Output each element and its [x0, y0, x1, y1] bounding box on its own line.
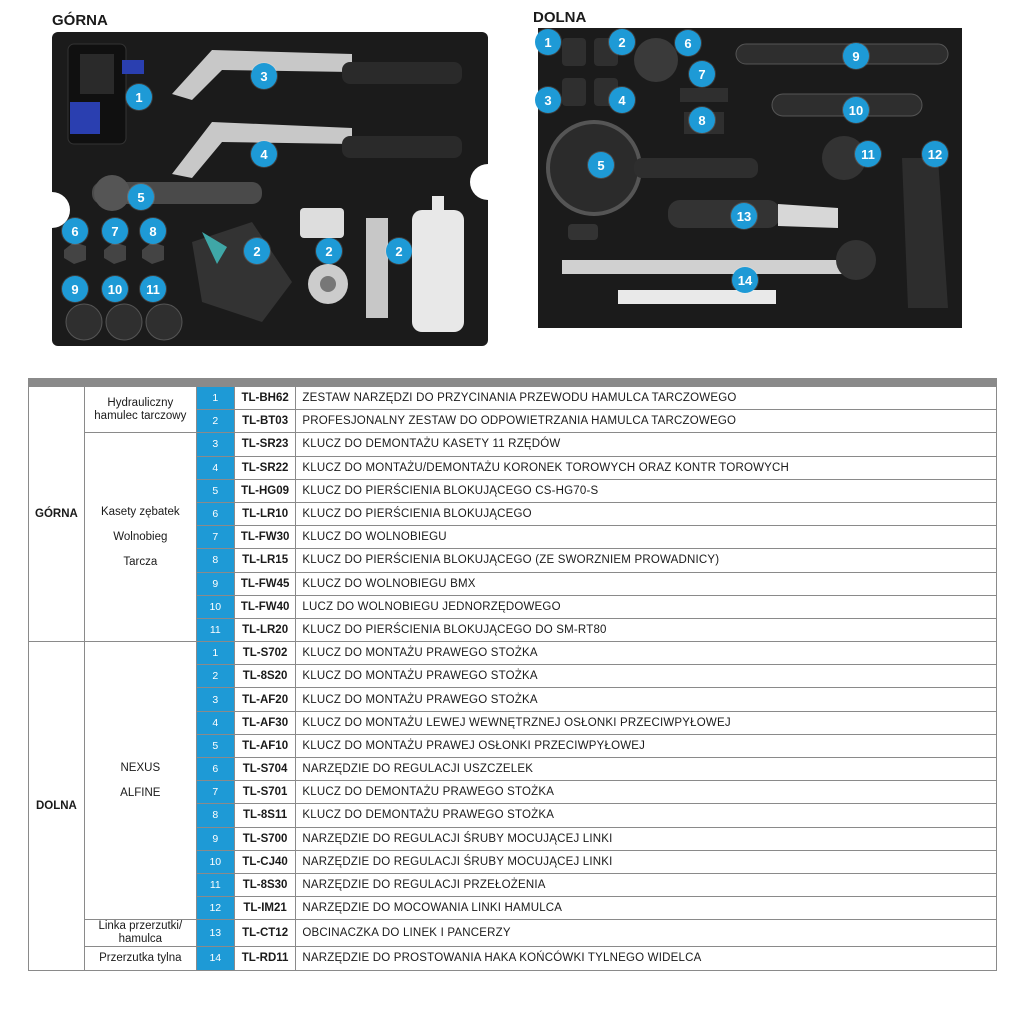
row-description: LUCZ DO WOLNOBIEGU JEDNORZĘDOWEGO [296, 595, 997, 618]
row-code: TL-S700 [234, 827, 296, 850]
table-row [29, 642, 997, 665]
row-code: TL-FW45 [234, 572, 296, 595]
row-code: TL-IM21 [234, 897, 296, 920]
row-description: KLUCZ DO MONTAŻU PRAWEGO STOŻKA [296, 665, 997, 688]
row-number: 10 [196, 595, 234, 618]
row-description: KLUCZ DO WOLNOBIEGU BMX [296, 572, 997, 595]
group-label-lower: DOLNA [29, 642, 85, 970]
row-description: KLUCZ DO DEMONTAŻU PRAWEGO STOŻKA [296, 781, 997, 804]
row-number: 8 [196, 804, 234, 827]
upper-badge-4: 4 [251, 141, 277, 167]
row-number: 2 [196, 410, 234, 433]
row-code: TL-SR23 [234, 433, 296, 456]
row-code: TL-FW40 [234, 595, 296, 618]
row-number: 8 [196, 549, 234, 572]
row-code: TL-LR10 [234, 502, 296, 525]
row-description: KLUCZ DO MONTAŻU/DEMONTAŻU KORONEK TOROWYCH ORAZ KONTR TOROWYCH [296, 456, 997, 479]
row-number: 11 [196, 618, 234, 641]
row-number: 9 [196, 572, 234, 595]
row-description: PROFESJONALNY ZESTAW DO ODPOWIETRZANIA HAMULCA TARCZOWEGO [296, 410, 997, 433]
row-code: TL-AF30 [234, 711, 296, 734]
row-description: KLUCZ DO MONTAŻU LEWEJ WEWNĘTRZNEJ OSŁONKI PRZECIWPYŁOWEJ [296, 711, 997, 734]
row-code: TL-HG09 [234, 479, 296, 502]
row-code: TL-AF20 [234, 688, 296, 711]
group-label-upper: GÓRNA [29, 387, 85, 642]
row-description: NARZĘDZIE DO PROSTOWANIA HAKA KOŃCÓWKI TYLNEGO WIDELCA [296, 947, 997, 970]
table-row [29, 433, 997, 456]
row-number: 11 [196, 873, 234, 896]
table-row [29, 387, 997, 410]
row-number: 5 [196, 479, 234, 502]
upper-badge-5: 5 [128, 184, 154, 210]
row-number: 1 [196, 642, 234, 665]
row-number: 3 [196, 688, 234, 711]
lower-badge-6: 6 [675, 30, 701, 56]
row-code: TL-S701 [234, 781, 296, 804]
row-number: 13 [196, 920, 234, 947]
lower-badge-14: 14 [732, 267, 758, 293]
category-nexus [84, 642, 196, 920]
row-description: KLUCZ DO PIERŚCIENIA BLOKUJĄCEGO CS-HG70-S [296, 479, 997, 502]
category-nexus-line: NEXUS [120, 761, 161, 774]
row-code: TL-AF10 [234, 734, 296, 757]
row-description: NARZĘDZIE DO REGULACJI ŚRUBY MOCUJĄCEJ LINKI [296, 827, 997, 850]
row-code: TL-FW30 [234, 526, 296, 549]
row-number: 12 [196, 897, 234, 920]
row-description: OBCINACZKA DO LINEK I PANCERZY [296, 920, 997, 947]
lower-badge-8: 8 [689, 107, 715, 133]
table-header-bar [29, 379, 997, 387]
upper-badge-2c: 2 [386, 238, 412, 264]
parts-table [28, 378, 997, 971]
upper-badge-2a: 2 [244, 238, 270, 264]
row-description: NARZĘDZIE DO REGULACJI ŚRUBY MOCUJĄCEJ LINKI [296, 850, 997, 873]
row-description: KLUCZ DO DEMONTAŻU PRAWEGO STOŻKA [296, 804, 997, 827]
category-cassette-line: Tarcza [123, 555, 158, 568]
upper-badge-2b: 2 [316, 238, 342, 264]
row-code: TL-8S11 [234, 804, 296, 827]
row-number: 6 [196, 758, 234, 781]
row-description: KLUCZ DO WOLNOBIEGU [296, 526, 997, 549]
upper-badge-10: 10 [102, 276, 128, 302]
row-number: 6 [196, 502, 234, 525]
row-description: NARZĘDZIE DO MOCOWANIA LINKI HAMULCA [296, 897, 997, 920]
lower-badge-10: 10 [843, 97, 869, 123]
row-description: KLUCZ DO PIERŚCIENIA BLOKUJĄCEGO [296, 502, 997, 525]
lower-tray-title: DOLNA [533, 9, 587, 26]
row-description: KLUCZ DO DEMONTAŻU KASETY 11 RZĘDÓW [296, 433, 997, 456]
category-cassette-line: Kasety zębatek [100, 505, 180, 518]
row-description: KLUCZ DO PIERŚCIENIA BLOKUJĄCEGO (ZE SWORZNIEM PROWADNICY) [296, 549, 997, 572]
row-number: 3 [196, 433, 234, 456]
row-number: 4 [196, 456, 234, 479]
row-code: TL-8S30 [234, 873, 296, 896]
lower-badge-5: 5 [588, 152, 614, 178]
row-code: TL-S704 [234, 758, 296, 781]
category-nexus-line: ALFINE [120, 786, 161, 799]
row-number: 1 [196, 387, 234, 410]
row-number: 5 [196, 734, 234, 757]
category-cable: Linka przerzutki/ hamulca [84, 920, 196, 947]
lower-badge-1: 1 [535, 29, 561, 55]
upper-badge-3: 3 [251, 63, 277, 89]
category-cassette [84, 433, 196, 642]
row-number: 2 [196, 665, 234, 688]
row-number: 14 [196, 947, 234, 970]
table-row [29, 947, 997, 970]
lower-badge-3: 3 [535, 87, 561, 113]
row-code: TL-CT12 [234, 920, 296, 947]
table-row [29, 920, 997, 947]
row-number: 9 [196, 827, 234, 850]
row-number: 10 [196, 850, 234, 873]
lower-badge-12: 12 [922, 141, 948, 167]
upper-badge-1: 1 [126, 84, 152, 110]
upper-badge-7: 7 [102, 218, 128, 244]
category-hydraulic: Hydrauliczny hamulec tarczowy [84, 387, 196, 433]
lower-badge-11: 11 [855, 141, 881, 167]
row-code: TL-BH62 [234, 387, 296, 410]
row-code: TL-CJ40 [234, 850, 296, 873]
lower-tray-photo [538, 28, 962, 328]
row-description: KLUCZ DO MONTAŻU PRAWEGO STOŻKA [296, 642, 997, 665]
lower-badge-4: 4 [609, 87, 635, 113]
upper-badge-9: 9 [62, 276, 88, 302]
upper-badge-8: 8 [140, 218, 166, 244]
lower-badge-13: 13 [731, 203, 757, 229]
row-description: KLUCZ DO MONTAŻU PRAWEJ OSŁONKI PRZECIWPYŁOWEJ [296, 734, 997, 757]
lower-badge-2: 2 [609, 29, 635, 55]
row-number: 7 [196, 781, 234, 804]
upper-badge-6: 6 [62, 218, 88, 244]
row-code: TL-SR22 [234, 456, 296, 479]
row-code: TL-RD11 [234, 947, 296, 970]
row-description: NARZĘDZIE DO REGULACJI PRZEŁOŻENIA [296, 873, 997, 896]
category-cassette-line: Wolnobieg [113, 530, 168, 543]
row-code: TL-LR20 [234, 618, 296, 641]
row-description: KLUCZ DO MONTAŻU PRAWEGO STOŻKA [296, 688, 997, 711]
row-description: ZESTAW NARZĘDZI DO PRZYCINANIA PRZEWODU HAMULCA TARCZOWEGO [296, 387, 997, 410]
row-code: TL-8S20 [234, 665, 296, 688]
row-code: TL-S702 [234, 642, 296, 665]
row-description: NARZĘDZIE DO REGULACJI USZCZELEK [296, 758, 997, 781]
row-number: 7 [196, 526, 234, 549]
upper-badge-11: 11 [140, 276, 166, 302]
category-derailleur: Przerzutka tylna [84, 947, 196, 970]
upper-tray-title: GÓRNA [52, 12, 108, 29]
row-description: KLUCZ DO PIERŚCIENIA BLOKUJĄCEGO DO SM-RT80 [296, 618, 997, 641]
row-number: 4 [196, 711, 234, 734]
row-code: TL-LR15 [234, 549, 296, 572]
upper-tray-photo [52, 32, 488, 346]
lower-badge-9: 9 [843, 43, 869, 69]
lower-badge-7: 7 [689, 61, 715, 87]
row-code: TL-BT03 [234, 410, 296, 433]
